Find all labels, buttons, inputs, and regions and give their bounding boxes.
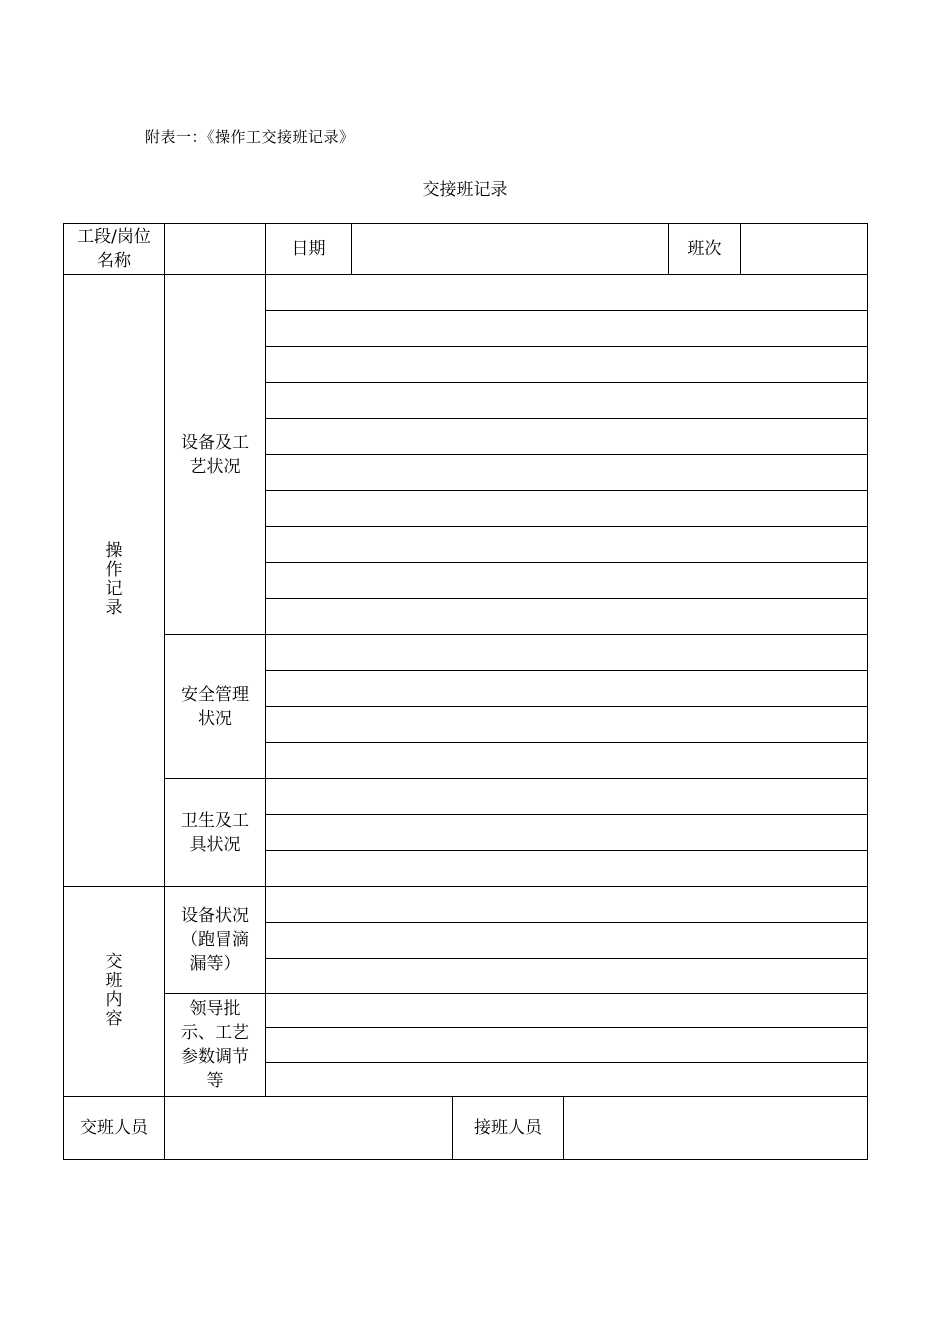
record-line[interactable]	[266, 815, 868, 851]
record-line[interactable]	[266, 419, 868, 455]
equipment-process-status-label: 设备及工艺状况	[165, 275, 266, 635]
record-line[interactable]	[266, 563, 868, 599]
receiver-person-field[interactable]	[564, 1097, 868, 1160]
record-line[interactable]	[266, 923, 868, 959]
record-line[interactable]	[266, 959, 868, 994]
handover-person-field[interactable]	[165, 1097, 453, 1160]
appendix-label: 附表一：《操作工交接班记录》	[145, 128, 355, 146]
record-line[interactable]	[266, 275, 868, 311]
record-line[interactable]	[266, 1063, 868, 1097]
leader-instructions-label: 领导批示、工艺参数调节等	[165, 994, 266, 1097]
safety-management-status-label: 安全管理状况	[165, 635, 266, 779]
record-line[interactable]	[266, 994, 868, 1028]
record-line[interactable]	[266, 743, 868, 779]
record-line[interactable]	[266, 707, 868, 743]
section-post-field[interactable]	[165, 224, 266, 275]
handover-content-label: 交班内容	[105, 951, 123, 1029]
record-line[interactable]	[266, 779, 868, 815]
record-line[interactable]	[266, 527, 868, 563]
hygiene-tools-status-label: 卫生及工具状况	[165, 779, 266, 887]
record-line[interactable]	[266, 455, 868, 491]
operation-record-label: 操作记录	[105, 540, 123, 618]
record-line[interactable]	[266, 851, 868, 887]
section-post-label: 工段/岗位名称	[64, 224, 165, 275]
date-field[interactable]	[352, 224, 669, 275]
shift-label: 班次	[669, 224, 741, 275]
record-line[interactable]	[266, 599, 868, 635]
record-line[interactable]	[266, 383, 868, 419]
date-label: 日期	[266, 224, 352, 275]
record-line[interactable]	[266, 347, 868, 383]
record-line[interactable]	[266, 635, 868, 671]
record-line[interactable]	[266, 671, 868, 707]
page-title: 交接班记录	[422, 180, 508, 200]
record-line[interactable]	[266, 887, 868, 923]
record-line[interactable]	[266, 311, 868, 347]
operation-record-cell	[64, 275, 165, 887]
equipment-leak-status-label: 设备状况（跑冒滴漏等）	[165, 887, 266, 994]
handover-person-label: 交班人员	[64, 1097, 165, 1160]
handover-record-table	[63, 223, 868, 1160]
record-line[interactable]	[266, 491, 868, 527]
receiver-person-label: 接班人员	[453, 1097, 564, 1160]
record-line[interactable]	[266, 1028, 868, 1063]
handover-content-cell	[64, 887, 165, 1097]
shift-field[interactable]	[741, 224, 868, 275]
